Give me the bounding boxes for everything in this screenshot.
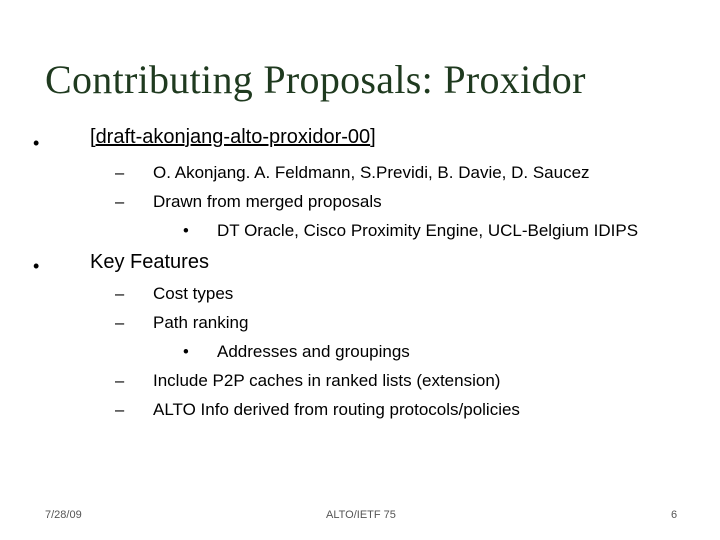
sources-text: DT Oracle, Cisco Proximity Engine, UCL-Belgium IDIPS — [217, 221, 639, 240]
cost-types-text: Cost types — [153, 284, 234, 303]
dash-alto-info: – — [115, 401, 125, 419]
path-ranking-text: Path ranking — [153, 313, 249, 332]
addresses-text: Addresses and groupings — [217, 342, 410, 361]
dash-cost-types: – — [115, 285, 125, 303]
dot-addresses: • — [183, 343, 189, 361]
dot-sources: • — [183, 222, 189, 240]
slide-title: Contributing Proposals: Proxidor — [45, 57, 586, 102]
dash-drawn-from: – — [115, 193, 125, 211]
dash-authors: – — [115, 164, 125, 182]
footer-page-number: 6 — [671, 509, 678, 521]
draft-link[interactable] — [90, 126, 376, 149]
bullet-1: • — [33, 133, 40, 153]
key-features-heading: Key Features — [90, 251, 209, 273]
footer-center: ALTO/IETF 75 — [326, 509, 396, 521]
drawn-from-text: Drawn from merged proposals — [153, 192, 382, 211]
authors-text: O. Akonjang. A. Feldmann, S.Previdi, B. Davie, D. Saucez — [153, 163, 590, 182]
dash-path-ranking: – — [115, 314, 125, 332]
dash-p2p-caches: – — [115, 372, 125, 390]
alto-info-text: ALTO Info derived from routing protocols/policies — [153, 400, 520, 419]
footer-date: 7/28/09 — [45, 509, 82, 521]
bullet-2: • — [33, 256, 40, 276]
p2p-caches-text: Include P2P caches in ranked lists (extension) — [153, 371, 501, 390]
draft-link-text[interactable]: [draft-akonjang-alto-proxidor-00] — [90, 126, 376, 148]
